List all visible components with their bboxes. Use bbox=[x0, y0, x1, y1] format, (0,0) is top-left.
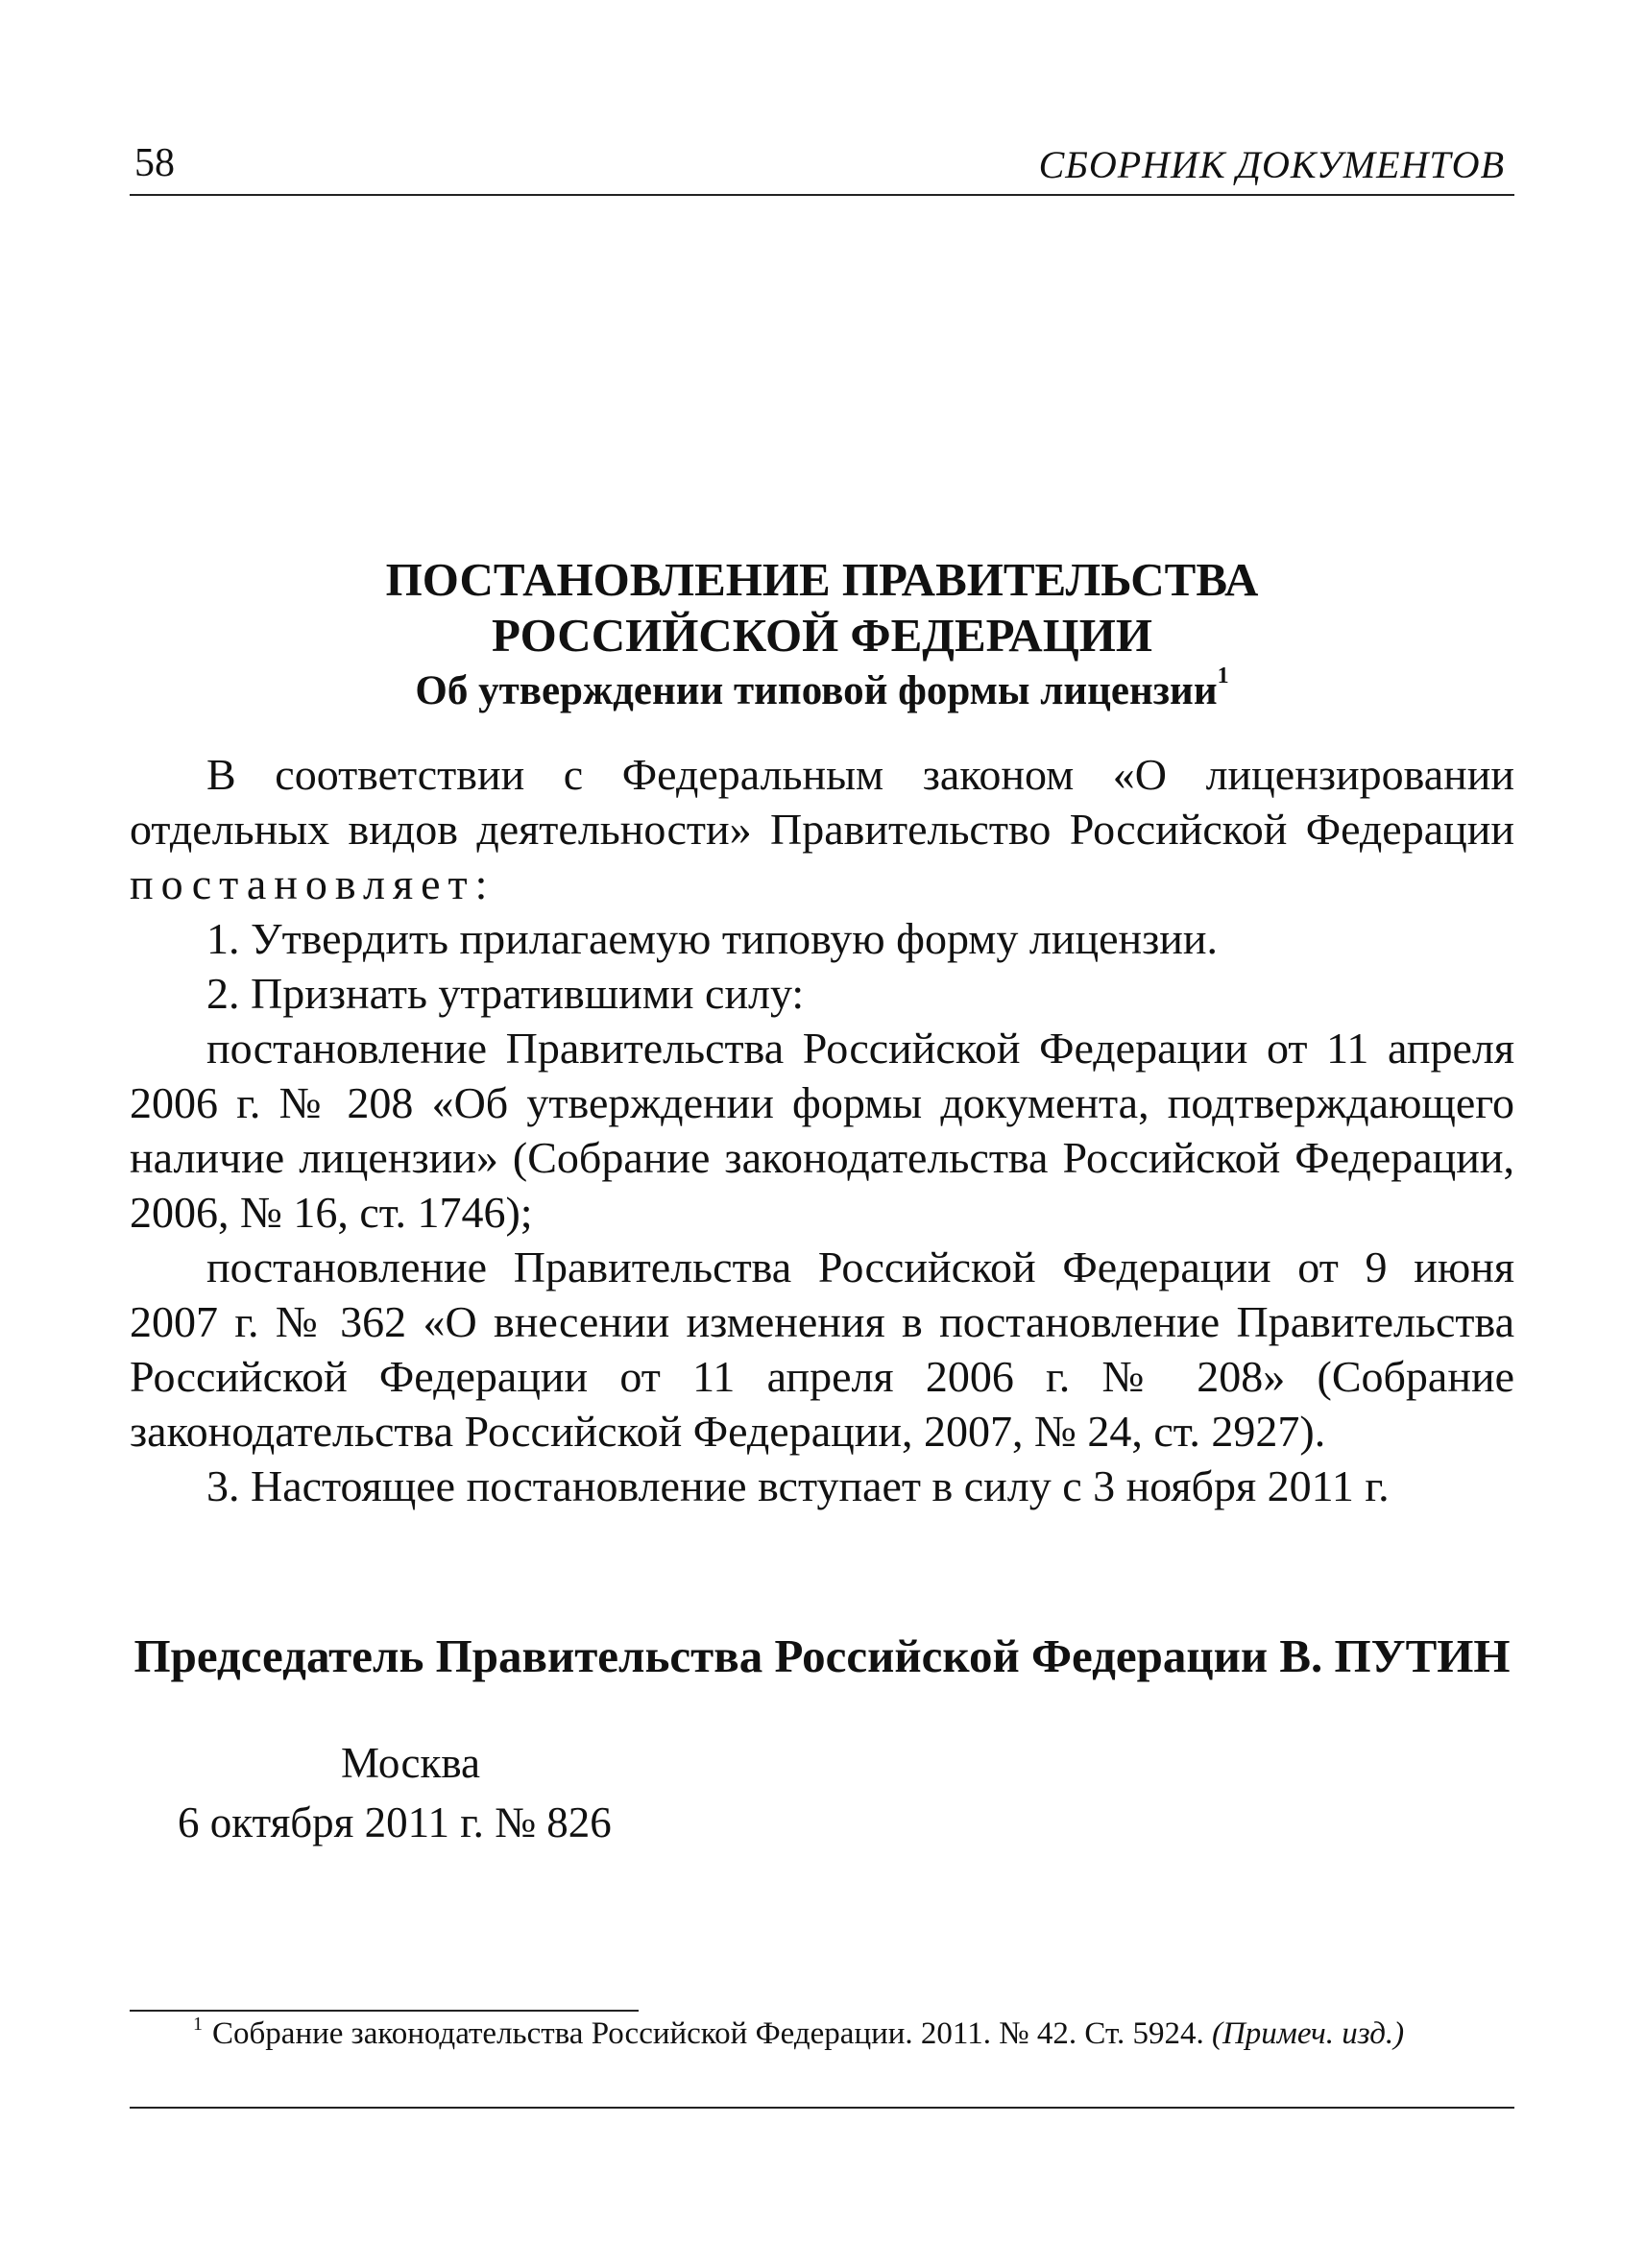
footnote-reference: 1 bbox=[1217, 664, 1229, 688]
document-subtitle bbox=[130, 664, 1514, 719]
running-title: СБОРНИК ДОКУМЕНТОВ bbox=[1038, 143, 1505, 186]
signature-line: Председатель Правительства Российской Федерации В. ПУТИН bbox=[133, 1629, 1511, 1682]
footnote-divider bbox=[130, 2010, 639, 2012]
item-2-a: постановление Правительства Российской Федерации от 11 апреля 2006 г. № 208 «Об утверждении формы документа, подтверждающего наличие лицензии» (Собрание законодательства Российской Федерации, 2006, № 16, ст. 1746); bbox=[130, 1024, 1514, 1237]
page-header bbox=[130, 134, 1514, 196]
intro-text: В соответствии с Федеральным законом «О лицензировании отдельных видов деятельности» Правительство Российской Федерации bbox=[130, 750, 1514, 854]
page-number: 58 bbox=[134, 141, 175, 185]
item-2: 2. Признать утратившими силу: bbox=[206, 969, 805, 1018]
item-1: 1. Утвердить прилагаемую типовую форму лицензии. bbox=[206, 914, 1219, 963]
item-3: 3. Настоящее постановление вступает в силу с 3 ноября 2011 г. bbox=[206, 1461, 1390, 1510]
item-2-b: постановление Правительства Российской Федерации от 9 июня 2007 г. № 362 «О внесении изменения в постановление Правительства Российской Федерации от 11 апреля 2006 г. № 208» (Собрание законодательства Российской Федерации, 2007, № 24, ст. 2927). bbox=[130, 1243, 1514, 1456]
title-line-1: ПОСТАНОВЛЕНИЕ ПРАВИТЕЛЬСТВА bbox=[385, 553, 1259, 606]
document-body bbox=[130, 747, 1514, 1513]
footnote-note: (Примеч. изд.) bbox=[1211, 2016, 1405, 2051]
document-title bbox=[130, 552, 1514, 719]
title-line-2: РОССИЙСКОЙ ФЕДЕРАЦИИ bbox=[491, 609, 1153, 662]
place: Москва bbox=[341, 1739, 480, 1787]
subtitle-text: Об утверждении типовой формы лицензии bbox=[415, 668, 1218, 713]
footnote-text: Собрание законодательства Российской Федерации. 2011. № 42. Ст. 5924. bbox=[212, 2016, 1204, 2051]
intro-spaced-word: постановляет: bbox=[130, 859, 496, 908]
date-number: 6 октября 2011 г. № 826 bbox=[178, 1798, 612, 1846]
intro-paragraph bbox=[130, 747, 1514, 911]
footnote-marker: 1 bbox=[193, 2014, 203, 2035]
bottom-divider bbox=[130, 2107, 1514, 2109]
footnote bbox=[130, 2013, 1514, 2056]
